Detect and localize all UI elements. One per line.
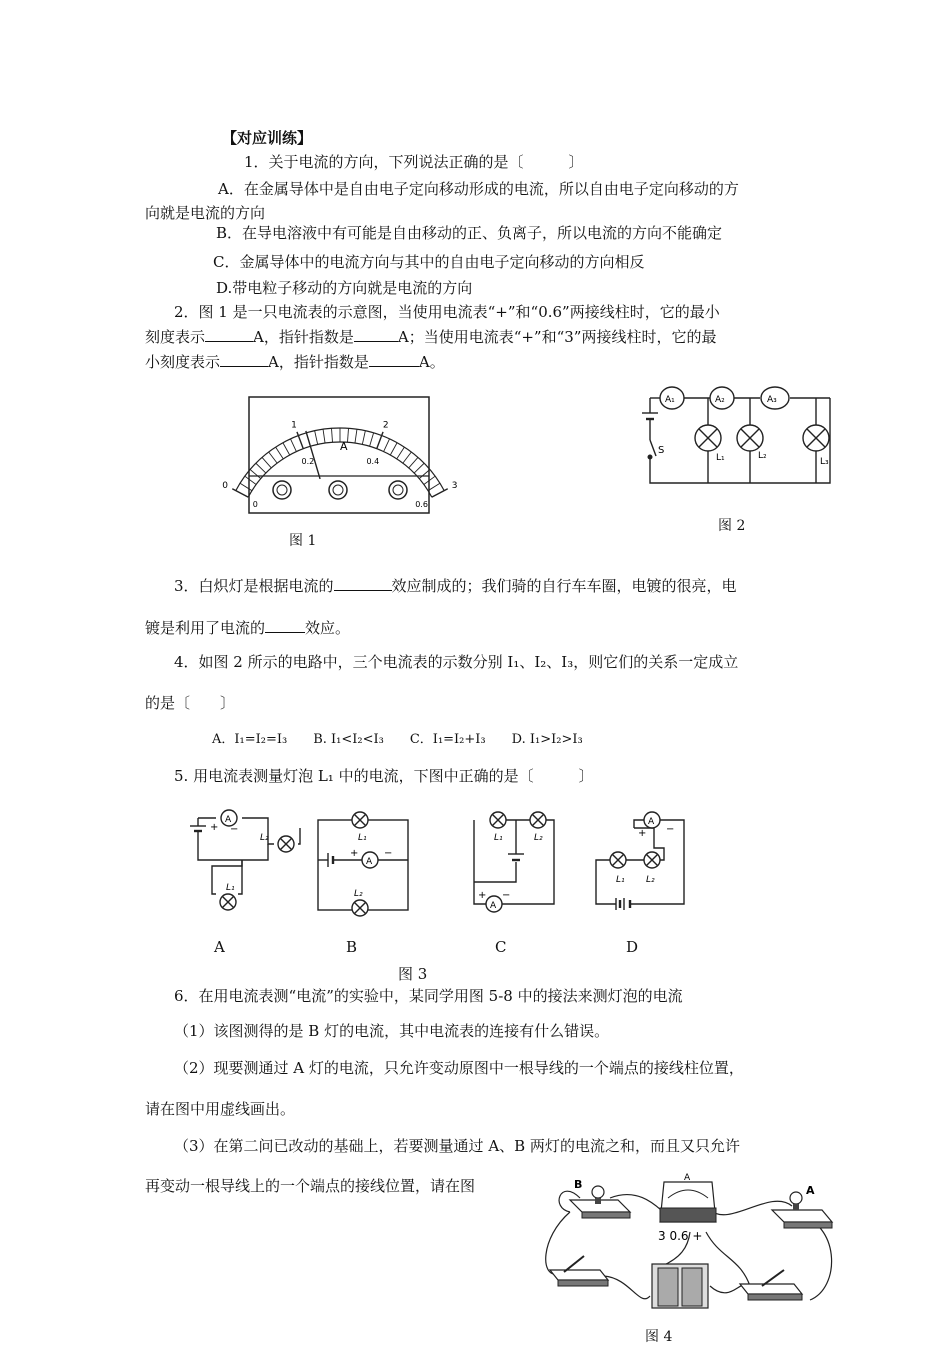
fig3-circuits <box>188 808 688 920</box>
q4-options: A．I₁=I₂=I₃ B. I₁<I₂<I₃ C．I₁=I₂+I₃ D. I₁>I₂>I₃ <box>212 732 583 747</box>
q1-stem: 1．关于电流的方向，下列说法正确的是〔 〕 <box>244 153 584 171</box>
scale-tick <box>432 489 448 497</box>
q6-part1: （1）该图测得的是 B 灯的电流，其中电流表的连接有什么错误。 <box>174 1022 610 1040</box>
scale-tick <box>283 443 290 455</box>
circuit-b-lamp-l2-label: L₂ <box>354 889 363 899</box>
lamp-label-l1: L₁ <box>716 453 725 463</box>
lamp-a-board <box>772 1192 832 1228</box>
scale-label-lower: 0.6 <box>415 499 428 509</box>
scale-tick <box>409 457 418 468</box>
meter-label: A <box>490 901 497 911</box>
ammeter-device <box>660 1173 716 1222</box>
circuit-label-b: B <box>346 938 358 956</box>
q6-part2-line2: 请在图中用虚线画出。 <box>145 1100 296 1118</box>
minus-sign: − <box>384 848 393 859</box>
bulb-icon <box>790 1192 802 1204</box>
scale-tick <box>390 443 397 455</box>
scale-tick <box>331 428 332 442</box>
circuit-c-battery-icon <box>508 854 524 860</box>
battery-pack-icon <box>652 1264 708 1308</box>
q5-stem: 5. 用电流表测量灯泡 L₁ 中的电流，下图中正确的是〔 〕 <box>174 767 594 785</box>
circuit-b-lamp-l2-icon <box>352 900 368 916</box>
ammeter-case <box>249 397 429 513</box>
fig3-caption: 图 3 <box>398 965 428 983</box>
fig1-ammeter <box>222 396 458 514</box>
scale-tick <box>403 452 411 463</box>
q1-option-c: C．金属导体中的电流方向与其中的自由电子定向移动的方向相反 <box>213 253 645 271</box>
circuit-a-lamp-l1-icon <box>220 894 236 910</box>
q6-part2-line1: （2）现要测通过 A 灯的电流，只允许变动原图中一根导线的一个端点的接线柱位置， <box>174 1059 744 1077</box>
circuit-label-a: A <box>214 938 225 956</box>
switch-right-icon <box>740 1270 802 1300</box>
lamp-l1-icon <box>695 425 721 451</box>
answer-blank[interactable] <box>220 352 268 367</box>
lamp-label-l2: L₂ <box>758 451 767 461</box>
circuit-d-lamp-l2-label: L₂ <box>646 875 655 885</box>
scale-tick <box>362 431 365 445</box>
answer-blank[interactable] <box>265 618 305 633</box>
circuit-c-ammeter <box>486 896 502 912</box>
circuit-c-lamp-l1-label: L₁ <box>494 833 503 843</box>
q6-part3-line2: 再变动一根导线上的一个端点的接线位置，请在图 <box>145 1177 476 1195</box>
scale-tick <box>414 463 424 473</box>
circuit-a-lamp-l1-label: L₁ <box>226 883 235 893</box>
ammeter-terminal-0-6 <box>329 481 347 499</box>
scale-tick <box>245 476 256 484</box>
answer-blank[interactable] <box>354 327 398 342</box>
scale-tick <box>276 447 284 459</box>
answer-blank[interactable] <box>334 576 392 591</box>
scale-label-upper: 1 <box>291 420 297 431</box>
q1-option-a-line1: A．在金属导体中是自由电子定向移动形成的电流，所以自由电子定向移动的方 <box>218 180 739 198</box>
scale-tick <box>232 489 248 497</box>
q3-line2 <box>145 618 350 638</box>
scale-label-upper: 0 <box>222 480 228 491</box>
scale-label-upper: 2 <box>382 420 389 431</box>
bulb-icon <box>592 1186 604 1198</box>
q2-line2 <box>145 327 716 347</box>
q2-line2-a: 刻度表示 <box>145 328 206 346</box>
circuit-b-lamp-l1-icon <box>352 812 368 828</box>
fig2-circuit <box>640 378 840 488</box>
meter-label: A <box>366 857 373 867</box>
circuit-b-ammeter <box>362 852 378 868</box>
q2-line3 <box>145 352 445 372</box>
ammeter-pointer <box>306 431 320 479</box>
scale-tick <box>370 433 374 446</box>
scale-tick <box>355 429 357 443</box>
scale-tick <box>240 483 252 490</box>
ammeter-terminal-labels: 3 0.6 + <box>658 1229 703 1243</box>
circuit-a <box>190 818 300 894</box>
fig2-caption: 图 2 <box>718 518 746 534</box>
meter-label-a3: A₃ <box>767 395 777 405</box>
answer-blank[interactable] <box>205 327 253 342</box>
section-title: 【对应训练】 <box>222 129 313 147</box>
scale-tick <box>397 447 405 459</box>
plus-sign: + <box>350 848 359 859</box>
q1-option-b: B．在导电溶液中有可能是自由移动的正、负离子，所以电流的方向不能确定 <box>216 224 723 242</box>
battery-icon <box>642 413 658 428</box>
scale-tick <box>428 483 440 490</box>
circuit-label-d: D <box>626 938 639 956</box>
q1-option-d: D.带电粒子移动的方向就是电流的方向 <box>216 279 473 297</box>
fig4-sketch <box>540 1168 840 1318</box>
scale-label-upper: 3 <box>451 480 458 491</box>
q2-line2-c: A；当使用电流表“+”和“3”两接线柱时，它的最 <box>397 328 717 346</box>
scale-tick <box>384 439 390 452</box>
circuit-d-ammeter <box>644 812 660 828</box>
lamp-l2-icon <box>737 425 763 451</box>
switch-label: S <box>658 445 665 456</box>
scale-tick <box>250 470 261 479</box>
circuit-b-lamp-l1-label: L₁ <box>358 833 367 843</box>
scale-tick <box>262 457 271 468</box>
scale-label-lower: 0.4 <box>366 456 380 466</box>
scale-tick <box>323 429 325 443</box>
ammeter-terminal-minus <box>273 481 291 499</box>
meter-label: A <box>225 815 232 825</box>
scale-tick <box>291 439 297 452</box>
answer-blank[interactable] <box>369 352 419 367</box>
plus-sign: + <box>478 890 487 901</box>
meter-label-a2: A₂ <box>715 395 725 405</box>
lamp-a-label: A <box>806 1184 815 1197</box>
circuit-a-lamp-l2-icon <box>278 836 294 852</box>
q6-stem: 6．在用电流表测“电流”的实验中，某同学用图 5-8 中的接法来测灯泡的电流 <box>174 987 683 1005</box>
q2-line3-b: A，指针指数是 <box>268 353 369 371</box>
minus-sign: − <box>502 890 511 901</box>
ammeter-a2 <box>710 387 734 409</box>
plus-sign: + <box>638 828 647 839</box>
switch-left-icon <box>550 1256 608 1286</box>
ammeter-a1 <box>660 387 684 409</box>
meter-label-a1: A₁ <box>665 395 675 405</box>
q3-line2-b: 效应。 <box>305 619 351 637</box>
ammeter-scale <box>222 420 457 508</box>
q2-line3-a: 小刻度表示 <box>145 353 221 371</box>
circuit-label-c: C <box>495 938 507 956</box>
circuit-d-lamp-l2-icon <box>644 852 660 868</box>
scale-tick <box>269 452 277 463</box>
scale-tick <box>347 428 348 442</box>
ammeter-terminal-3 <box>389 481 407 499</box>
q4-line1: 4．如图 2 所示的电路中，三个电流表的示数分别 I₁、I₂、I₃，则它们的关系一定成立 <box>174 653 739 671</box>
circuit-a-lamp-l2-label: L₂ <box>260 833 269 843</box>
circuit-d-lamp-l1-label: L₁ <box>616 875 625 885</box>
fig1-caption: 图 1 <box>289 533 317 549</box>
switch-icon <box>648 440 656 459</box>
scale-tick <box>315 431 318 445</box>
ammeter-a3 <box>761 387 789 409</box>
circuit-d-lamp-l1-icon <box>610 852 626 868</box>
scale-label-lower: 0 <box>252 499 258 509</box>
q2-line2-b: A，指针指数是 <box>253 328 354 346</box>
circuit-d-battery-icon <box>616 898 630 910</box>
q4-line2: 的是〔 〕 <box>145 694 236 712</box>
q2-line1: 2．图 1 是一只电流表的示意图，当使用电流表“+”和“0.6”两接线柱时，它的最小 <box>174 303 720 321</box>
fig4-caption: 图 4 <box>645 1329 673 1345</box>
q6-part3-line1: （3）在第二问已改动的基础上，若要测量通过 A、B 两灯的电流之和，而且又只允许 <box>174 1137 740 1155</box>
circuit-c-lamp-l1-icon <box>490 812 506 828</box>
scale-tick <box>256 463 266 473</box>
lamp-label-l3: L₃ <box>820 457 829 467</box>
circuit-c-lamp-l2-icon <box>530 812 546 828</box>
q2-line3-c: A。 <box>418 353 445 371</box>
minus-sign: − <box>666 824 675 835</box>
circuit-c-lamp-l2-label: L₂ <box>534 833 543 843</box>
meter-label: A <box>648 817 655 827</box>
lamp-l3-icon <box>803 425 829 451</box>
lamp-b-label: B <box>574 1178 583 1191</box>
q3-line1-a: 3．白炽灯是根据电流的 <box>174 577 334 595</box>
q1-option-a-line2: 向就是电流的方向 <box>145 204 266 222</box>
q3-line1 <box>174 576 737 596</box>
q3-line2-a: 镀是利用了电流的 <box>145 619 266 637</box>
scale-label-lower: 0.2 <box>301 456 315 466</box>
ammeter-label: A <box>684 1173 691 1183</box>
ammeter-unit: A <box>340 440 348 453</box>
q3-line1-b: 效应制成的；我们骑的自行车车圈，电镀的很亮，电 <box>391 577 737 595</box>
plus-sign: + <box>210 822 219 833</box>
minus-sign: − <box>230 824 239 835</box>
